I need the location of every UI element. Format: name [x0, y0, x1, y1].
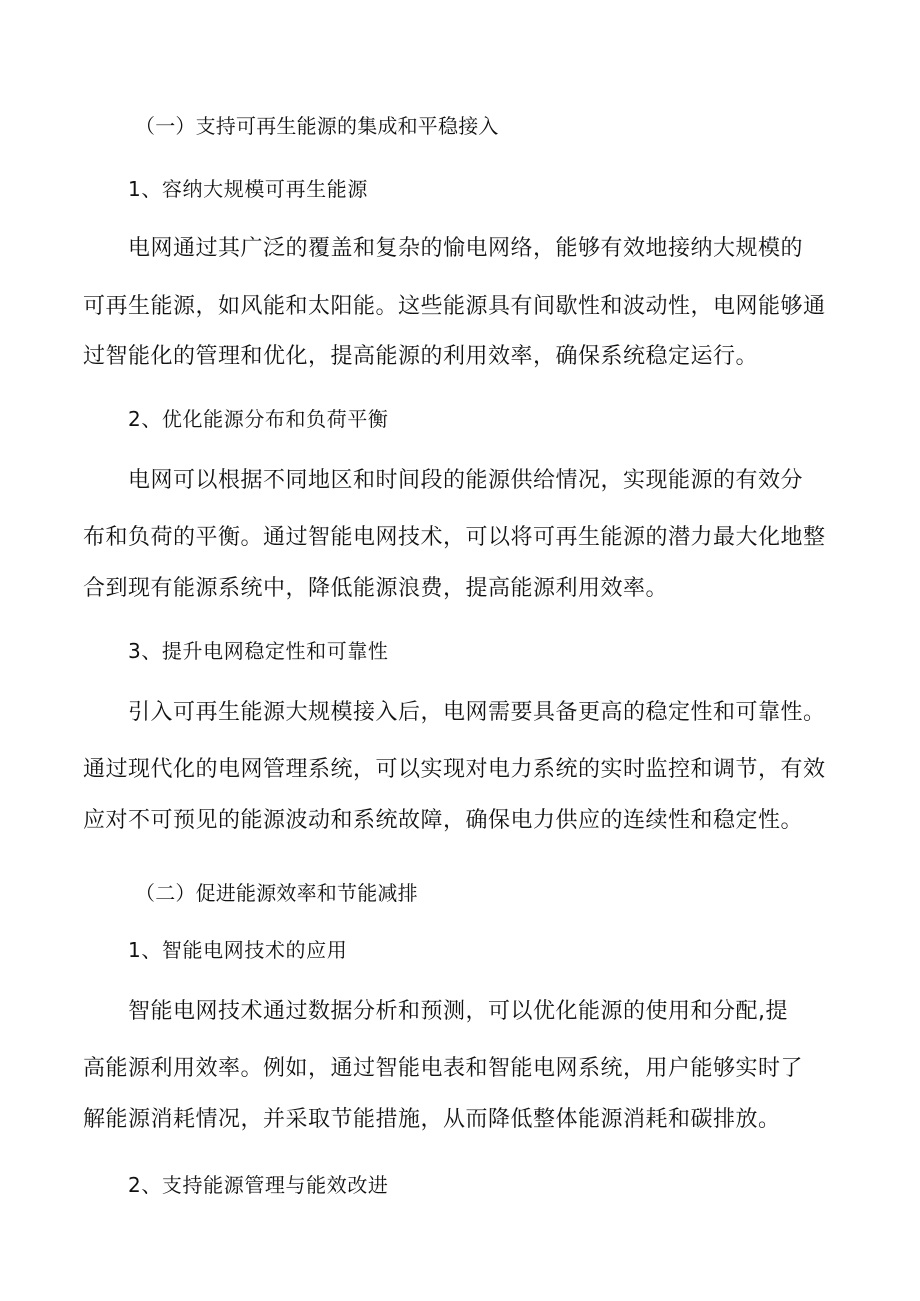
- subsection-heading: 1、容纳大规模可再生能源: [128, 177, 368, 201]
- paragraph-line: 电网可以根据不同地区和时间段的能源供给情况，实现能源的有效分: [128, 468, 804, 493]
- section-heading: （一）支持可再生能源的集成和平稳接入: [135, 114, 499, 138]
- paragraph-line: 高能源利用效率。例如，通过智能电表和智能电网系统，用户能够实时了: [83, 1056, 804, 1081]
- paragraph-line: 通过现代化的电网管理系统，可以实现对电力系统的实时监控和调节，有效: [83, 757, 826, 782]
- section-heading: （二）促进能源效率和节能减排: [135, 881, 418, 905]
- paragraph-line: 可再生能源，如风能和太阳能。这些能源具有间歇性和波动性，电网能够通: [83, 294, 826, 319]
- paragraph-line: 过智能化的管理和优化，提高能源的利用效率，确保系统稳定运行。: [83, 344, 759, 369]
- paragraph-line: 电网通过其广泛的覆盖和复杂的愉电网络，能够有效地接纳大规模的: [128, 236, 804, 261]
- paragraph-line: 布和负荷的平衡。通过智能电网技术，可以将可再生能源的潜力最大化地整: [83, 525, 826, 550]
- paragraph-line: 智能电网技术通过数据分析和预测，可以优化能源的使用和分配,提: [128, 999, 788, 1024]
- paragraph-line: 应对不可预见的能源波动和系统故障，确保电力供应的连续性和稳定性。: [83, 808, 804, 833]
- paragraph-line: 引入可再生能源大规模接入后，电网需要具备更高的稳定性和可靠性。: [128, 700, 826, 725]
- subsection-heading: 3、提升电网稳定性和可靠性: [128, 639, 389, 663]
- subsection-heading: 2、优化能源分布和负荷平衡: [128, 407, 389, 431]
- subsection-heading: 2、支持能源管理与能效改进: [128, 1173, 389, 1197]
- paragraph-line: 解能源消耗情况，并采取节能措施，从而降低整体能源消耗和碳排放。: [83, 1107, 781, 1132]
- paragraph-line: 合到现有能源系统中，降低能源浪费，提高能源利用效率。: [83, 576, 669, 601]
- subsection-heading: 1、智能电网技术的应用: [128, 938, 348, 962]
